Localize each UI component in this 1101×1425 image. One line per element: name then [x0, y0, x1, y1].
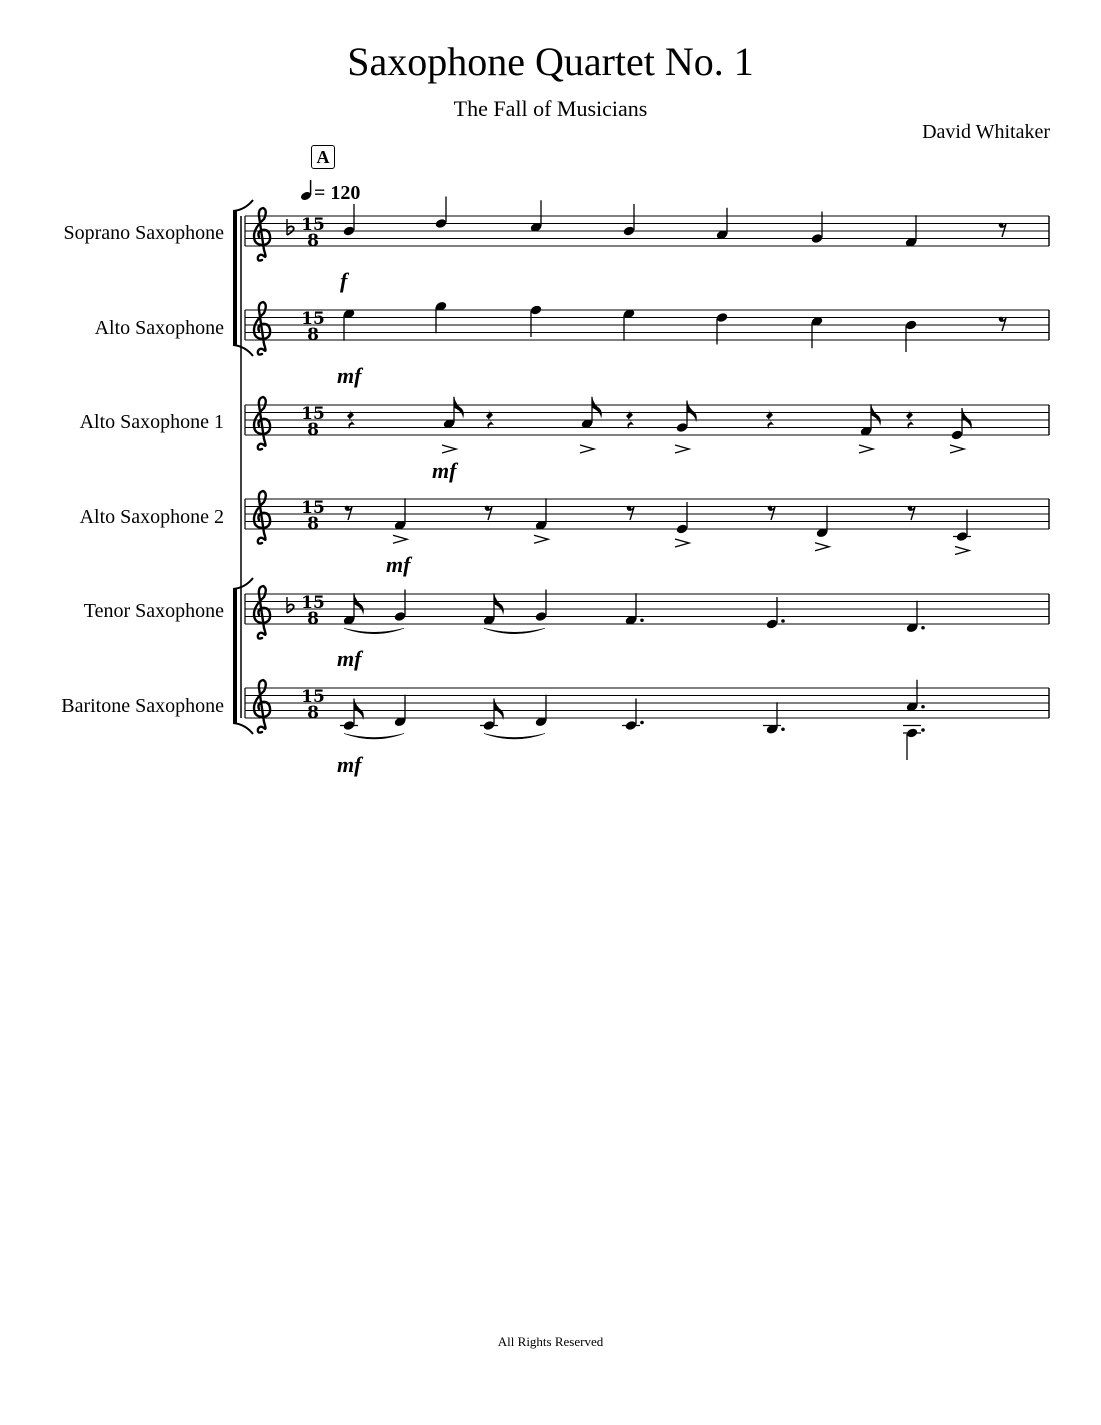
alto-note: [811, 316, 824, 349]
accent-mark: [393, 535, 407, 543]
staff-label-soprano: Soprano Saxophone: [63, 222, 224, 244]
flag: [354, 593, 364, 615]
alto-note: [343, 308, 356, 341]
composer-name: David Whitaker: [922, 121, 1050, 143]
staff: [245, 491, 1049, 544]
soprano-note: [905, 215, 918, 248]
staff: [245, 208, 1049, 261]
dot: [781, 727, 785, 731]
accent-mark: [955, 547, 969, 555]
staff: [245, 302, 1049, 355]
tie: [344, 628, 404, 634]
flag: [354, 699, 364, 721]
alto-2-note: [534, 498, 548, 543]
alto-note: [435, 301, 448, 334]
copyright-footer: All Rights Reserved: [497, 1334, 604, 1349]
dot: [921, 626, 925, 630]
baritone-note: [763, 702, 785, 735]
bracket-hook: [233, 723, 253, 734]
time-signature-numerator: 15: [301, 309, 325, 329]
accent-mark: [950, 445, 964, 453]
flag: [592, 397, 602, 419]
soprano-note: [623, 204, 636, 237]
time-signature-denominator: 8: [307, 325, 319, 345]
staff: [245, 586, 1049, 639]
dynamic-tenor: mf: [337, 646, 362, 671]
time-signature-denominator: 8: [307, 703, 319, 723]
soprano-note: [716, 208, 729, 241]
flag: [687, 401, 697, 423]
soprano-note: [435, 197, 448, 230]
time-signature-numerator: 15: [301, 593, 325, 613]
alto-2-note: [953, 510, 971, 555]
flat-icon: [287, 219, 294, 235]
tie: [484, 734, 545, 740]
staff: [245, 680, 1049, 733]
staff-label-tenor: Tenor Saxophone: [83, 600, 224, 622]
accent-mark: [675, 539, 689, 547]
bracket-upper: [233, 211, 237, 345]
baritone-note: [903, 726, 925, 761]
staff-label-alto-2: Alto Saxophone 2: [79, 506, 224, 528]
staff: [245, 397, 1049, 450]
accent-mark: [442, 445, 456, 453]
staff-label-alto-1: Alto Saxophone 1: [79, 411, 224, 433]
tie: [484, 628, 545, 634]
dynamic-soprano: f: [340, 268, 348, 293]
dot: [921, 705, 925, 709]
flag: [871, 404, 881, 426]
staff-label-baritone: Baritone Saxophone: [61, 695, 224, 717]
dot: [921, 728, 925, 732]
baritone-note: [906, 680, 925, 713]
time-signature-denominator: 8: [307, 231, 319, 251]
bracket-hook: [233, 578, 253, 589]
dot: [640, 618, 644, 622]
flat-icon: [287, 597, 294, 613]
dot: [640, 721, 644, 725]
dynamic-alto: mf: [337, 363, 362, 388]
dynamic-alto-2: mf: [386, 552, 411, 577]
flag: [454, 397, 464, 419]
time-signature-denominator: 8: [307, 420, 319, 440]
tenor-note: [906, 601, 925, 634]
accent-mark: [675, 445, 689, 453]
dynamic-baritone: mf: [337, 752, 362, 777]
rehearsal-mark: A: [311, 145, 335, 169]
tie: [344, 734, 404, 740]
baritone-note: [535, 695, 548, 728]
baritone-note: [394, 695, 407, 728]
bracket-hook: [233, 345, 253, 356]
alto-1-note: [675, 401, 697, 454]
alto-note: [905, 319, 918, 352]
soprano-note: [530, 200, 543, 233]
bracket-hook: [233, 200, 253, 211]
alto-note: [623, 308, 636, 341]
flag: [494, 593, 504, 615]
flag: [962, 408, 972, 430]
alto-2-note: [393, 498, 407, 543]
dot: [781, 619, 785, 623]
alto-1-note: [859, 404, 881, 453]
alto-1-note: [950, 408, 972, 453]
accent-mark: [580, 445, 594, 453]
time-signature-numerator: 15: [301, 404, 325, 424]
accent-mark: [859, 445, 873, 453]
time-signature-numerator: 15: [301, 498, 325, 518]
score-title: Saxophone Quartet No. 1: [347, 39, 754, 84]
tenor-note: [483, 593, 504, 626]
flag: [494, 699, 504, 721]
bracket-lower: [233, 589, 237, 723]
dynamic-alto-1: mf: [432, 458, 457, 483]
time-signature-numerator: 15: [301, 687, 325, 707]
time-signature-denominator: 8: [307, 609, 319, 629]
soprano-note: [343, 204, 356, 237]
tempo-text: = 120: [314, 182, 361, 204]
alto-2-note: [815, 506, 829, 551]
score-subtitle: The Fall of Musicians: [453, 96, 648, 121]
tenor-note: [343, 593, 364, 626]
tenor-note: [625, 593, 644, 626]
staff-label-alto: Alto Saxophone: [94, 317, 224, 339]
alto-2-note: [675, 502, 689, 547]
accent-mark: [815, 543, 829, 551]
accent-mark: [534, 535, 548, 543]
time-signature-numerator: 15: [301, 215, 325, 235]
time-signature-denominator: 8: [307, 514, 319, 534]
